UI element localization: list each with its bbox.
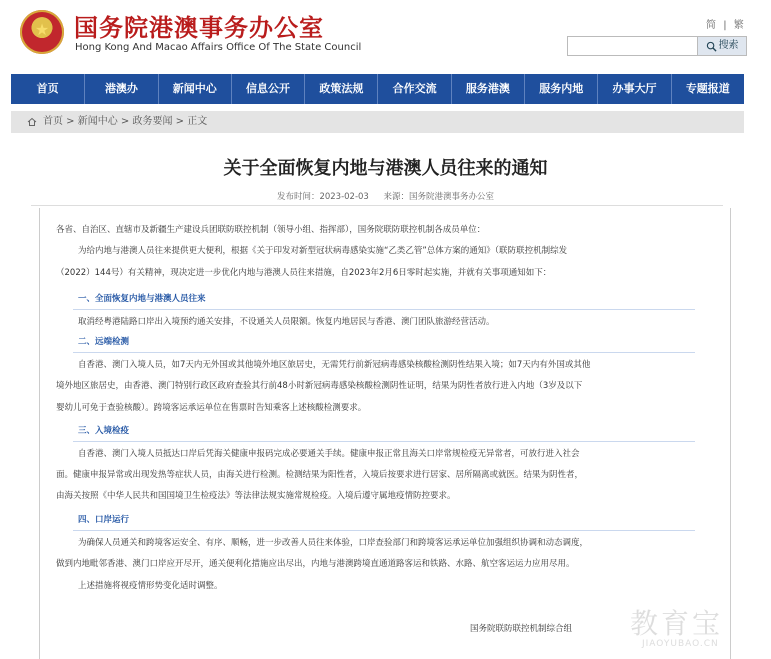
intro-line: （2022）144号）有关精神，现决定进一步优化内地与港澳人员往来措施，自2023年2月6日零时起实施，并就有关事项通知如下： <box>56 268 552 278</box>
nav-item-serve-mainland[interactable]: 服务内地 <box>524 74 597 104</box>
section-text: 境外地区旅居史，由香港、澳门特别行政区政府查验其行前48小时新冠病毒感染核酸检测阴性证明，结果为阴性者放行进入内地（3岁及以下 <box>56 381 583 391</box>
watermark-url: JIAOYUBAO.CN <box>642 639 719 649</box>
breadcrumb-news[interactable]: 新闻中心 <box>77 116 118 127</box>
site-title-en: Hong Kong And Macao Affairs Office Of The State Council <box>75 42 362 53</box>
section-text: 为确保人员通关和跨境客运安全、有序、顺畅，进一步改善人员往来体验，口岸查验部门和跨境客运承运单位加强组织协调和动态调度， <box>78 538 589 548</box>
home-icon <box>27 117 37 127</box>
breadcrumb-home[interactable]: 首页 <box>43 116 63 127</box>
search-icon <box>706 41 717 52</box>
breadcrumb: 首页 > 新闻中心 > 政务要闻 > 正文 <box>11 111 744 133</box>
search-button-label: 搜索 <box>718 40 739 51</box>
nav-item-home[interactable]: 首页 <box>36 82 59 95</box>
nav-item-policy[interactable]: 政策法规 <box>304 74 377 104</box>
section-text: 自香港、澳门入境人员，如7天内无外国或其他境外地区旅居史，无需凭行前新冠病毒感染核酸检测阴性结果入境；如7天内有外国或其他 <box>78 360 591 370</box>
watermark-logo: 教育宝 <box>630 607 724 640</box>
title-divider <box>31 205 723 206</box>
section-text: 面。健康申报异常或出现发热等症状人员，由海关进行检测。检测结果为阳性者，入境后按要求进行居家、居所隔离或就医。结果为阴性者， <box>56 470 584 480</box>
article-meta <box>0 190 771 202</box>
section-text: 自香港、澳门入境人员抵达口岸后凭海关健康申报码完成必要通关手续。健康申报正常且海关口岸常规检疫无异常者，可放行进入社会 <box>78 449 580 459</box>
nav-item-cooperation[interactable]: 合作交流 <box>377 74 450 104</box>
nav-item-hkmo-office[interactable]: 港澳办 <box>84 74 157 104</box>
breadcrumb-gov-news[interactable]: 政务要闻 <box>132 116 173 127</box>
search-box <box>567 36 747 56</box>
national-emblem-icon: ★ <box>20 10 64 54</box>
lang-simplified-link[interactable]: 简 <box>706 20 716 31</box>
main-navigation <box>11 74 744 104</box>
publish-time: 发布时间：2023-02-03 <box>276 192 369 202</box>
article-title: 关于全面恢复内地与港澳人员往来的通知 <box>223 158 548 179</box>
section-divider <box>73 530 695 531</box>
section-text: 由海关按照《中华人民共和国国境卫生检疫法》等法律法规实施常规检疫。入境后遵守属地疫情防控要求。 <box>56 491 456 501</box>
site-header <box>0 0 771 70</box>
intro-line: 为给内地与港澳人员往来提供更大便利，根据《关于印发对新型冠状病毒感染实施“乙类乙管”总体方案的通知》（联防联控机制综发 <box>78 246 568 256</box>
breadcrumb-current: 正文 <box>187 116 208 127</box>
article-source: 来源：国务院港澳事务办公室 <box>383 192 495 202</box>
section-text: 做到内地毗邻香港、澳门口岸应开尽开，通关便利化措施应出尽出，内地与港澳跨境直通道路客运和铁路、水路、航空客运运力应用尽用。 <box>56 559 575 569</box>
nav-item-serve-hkmo[interactable]: 服务港澳 <box>451 74 524 104</box>
section-heading: 二、远端检测 <box>78 337 130 347</box>
section-heading: 一、全面恢复内地与港澳人员往来 <box>78 294 206 304</box>
salutation: 各省、自治区、直辖市及新疆生产建设兵团联防联控机制（领导小组、指挥部），国务院联防联控机制各成员单位： <box>56 225 486 235</box>
section-text: 上述措施将视疫情形势变化适时调整。 <box>78 581 223 591</box>
search-input[interactable] <box>568 37 696 55</box>
nav-item-news-center[interactable]: 新闻中心 <box>158 74 231 104</box>
site-title-cn: 国务院港澳事务办公室 <box>74 14 324 42</box>
lang-traditional-link[interactable]: 繁 <box>733 20 744 31</box>
signature: 国务院联防联控机制综合组 <box>470 624 573 634</box>
section-heading: 四、口岸运行 <box>78 515 130 525</box>
section-heading: 三、入境检疫 <box>78 426 130 436</box>
section-divider <box>73 309 695 310</box>
section-divider <box>73 441 695 442</box>
nav-item-info-public[interactable]: 信息公开 <box>231 74 304 104</box>
language-switch: 简 | 繁 <box>706 20 744 31</box>
nav-item-service-hall[interactable]: 办事大厅 <box>597 74 670 104</box>
section-divider <box>73 352 695 353</box>
section-text: 婴幼儿可免于查验核酸）。跨境客运承运单位在售票时告知乘客上述核酸检测要求。 <box>56 403 367 413</box>
article-body <box>39 208 731 659</box>
search-button[interactable] <box>697 37 746 55</box>
section-text: 取消经粤港陆路口岸出入境预约通关安排，不设通关人员限额。恢复内地居民与香港、澳门团队旅游经营活动。 <box>78 317 495 327</box>
nav-item-special-reports[interactable]: 专题报道 <box>671 74 744 104</box>
